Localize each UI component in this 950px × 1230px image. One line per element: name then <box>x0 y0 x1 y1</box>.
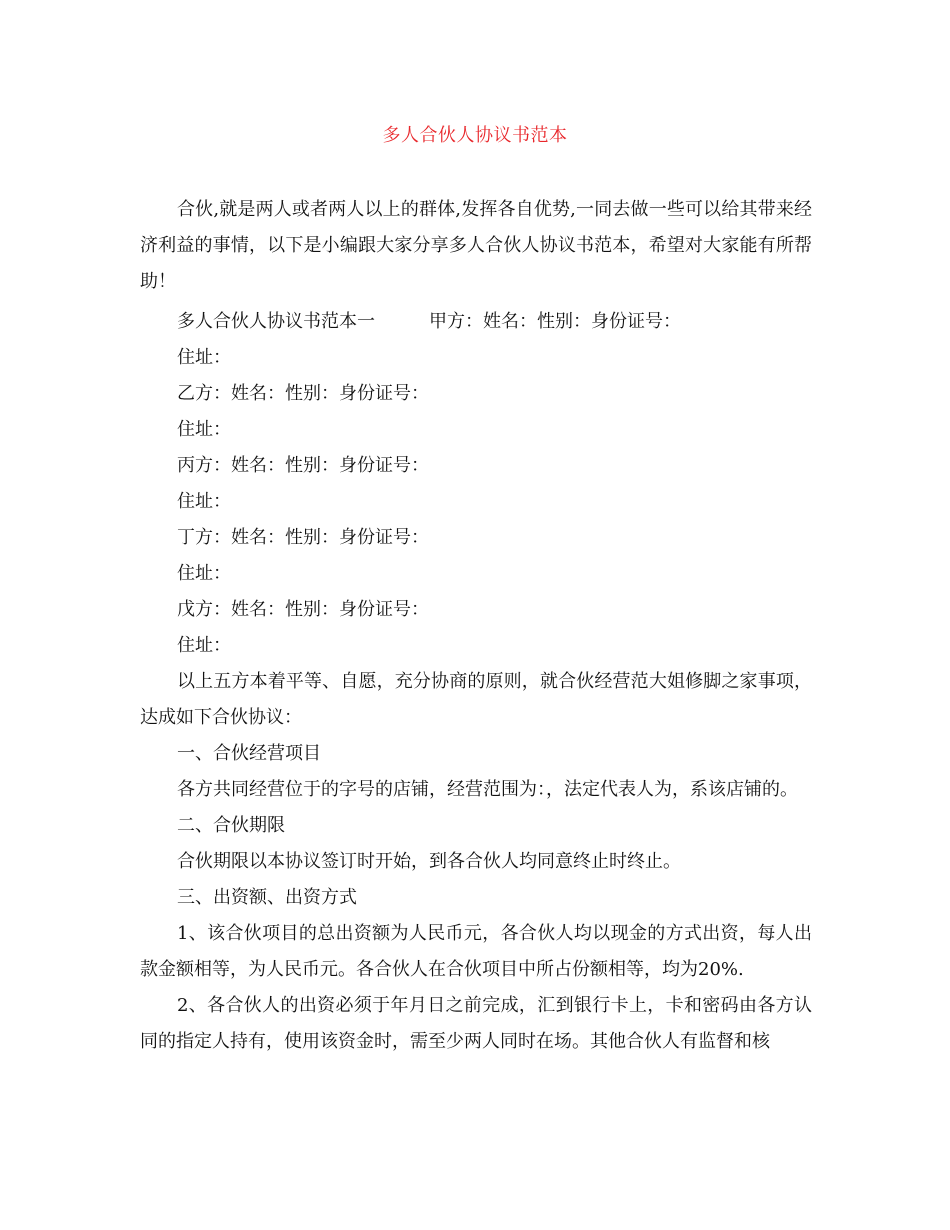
sample-title: 多人合伙人协议书范本一 <box>177 311 375 332</box>
section-heading: 二、合伙期限 <box>177 815 285 836</box>
party-a-info: 甲方：姓名：性别：身份证号： <box>429 311 681 332</box>
party-a-line <box>140 304 812 340</box>
section-heading: 三、出资额、出资方式 <box>177 887 357 908</box>
party-d-address: 住址： <box>177 563 231 584</box>
document-body <box>140 192 812 1060</box>
section-paragraph: 1、该合伙项目的总出资额为人民币元，各合伙人均以现金的方式出资，每人出款金额相等，为人民币元。各合伙人在合伙项目中所占份额相等，均为20%. <box>140 923 812 980</box>
party-c-address: 住址： <box>177 491 231 512</box>
party-b-info: 乙方：姓名：性别：身份证号： <box>177 383 429 404</box>
preamble-paragraph: 以上五方本着平等、自愿，充分协商的原则，就合伙经营范大姐修脚之家事项，达成如下合伙协议： <box>140 671 812 728</box>
document-title: 多人合伙人协议书范本 <box>382 125 568 146</box>
section-paragraph: 各方共同经营位于的字号的店铺，经营范围为：，法定代表人为，系该店铺的。 <box>177 779 798 800</box>
party-d-info: 丁方：姓名：性别：身份证号： <box>177 527 429 548</box>
intro-paragraph: 合伙,就是两人或者两人以上的群体,发挥各自优势,一同去做一些可以给其带来经济利益的事情，以下是小编跟大家分享多人合伙人协议书范本，希望对大家能有所帮助！ <box>140 199 812 292</box>
party-a-address: 住址： <box>177 347 231 368</box>
party-b-address: 住址： <box>177 419 231 440</box>
party-e-address: 住址： <box>177 635 231 656</box>
party-e-info: 戊方：姓名：性别：身份证号： <box>177 599 429 620</box>
section-heading: 一、合伙经营项目 <box>177 743 321 764</box>
section-paragraph: 2、各合伙人的出资必须于年月日之前完成，汇到银行卡上，卡和密码由各方认同的指定人持有，使用该资金时，需至少两人同时在场。其他合伙人有监督和核 <box>140 995 812 1052</box>
section-paragraph: 合伙期限以本协议签订时开始，到各合伙人均同意终止时终止。 <box>177 851 681 872</box>
party-c-info: 丙方：姓名：性别：身份证号： <box>177 455 429 476</box>
